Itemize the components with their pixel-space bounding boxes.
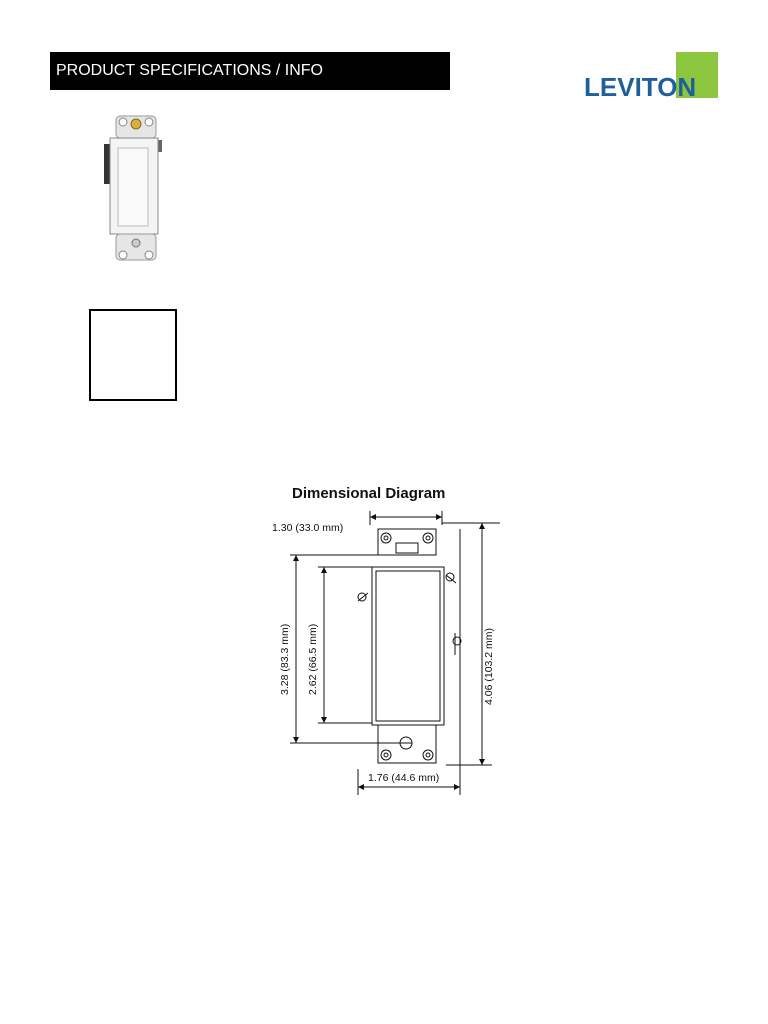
switch-product-image xyxy=(96,110,168,270)
page-title: PRODUCT SPECIFICATIONS / INFO xyxy=(56,62,323,79)
logo-text: LEVITON xyxy=(584,72,697,102)
dim-label-mounting-height: 3.28 (83.3 mm) xyxy=(279,623,291,695)
diagram-title: Dimensional Diagram xyxy=(292,485,446,502)
header-bar xyxy=(50,52,450,90)
dim-label-total-width: 1.76 (44.6 mm) xyxy=(368,772,440,784)
leviton-logo xyxy=(584,52,720,102)
blank-image-box xyxy=(89,309,177,401)
dimensional-diagram xyxy=(260,505,500,795)
dim-label-rocker-height: 2.62 (66.5 mm) xyxy=(307,623,319,695)
dim-label-total-height: 4.06 (103.2 mm) xyxy=(483,627,495,705)
dim-label-yoke-width: 1.30 (33.0 mm) xyxy=(272,522,344,534)
